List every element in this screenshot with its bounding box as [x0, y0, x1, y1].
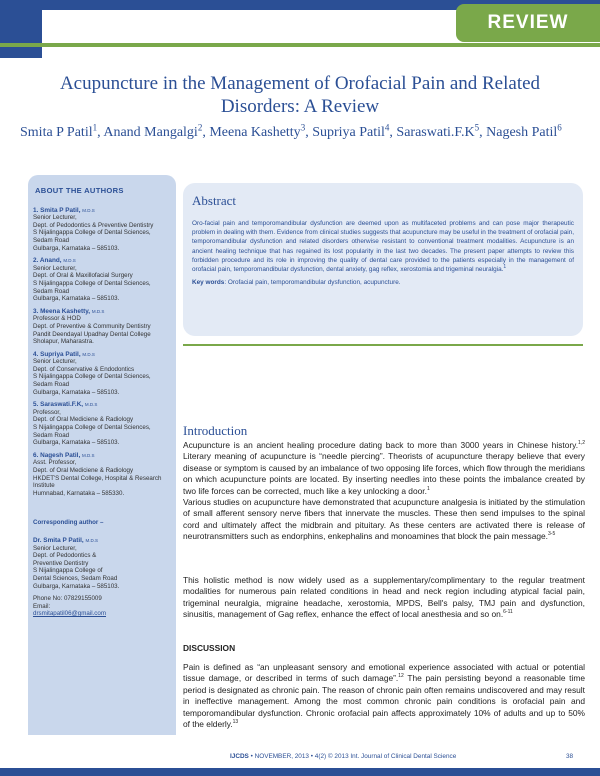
- author: Smita P Patil$^1$,: [20, 122, 104, 140]
- discussion-paragraph-1: Pain is defined as “an unpleasant sensory and emotional experience associated with actual or potential tissue damage, or described in terms of such damage”.$^{12}$ The pain persisting beyond a reasonable time period is designated as chronic pain. The reason of chronic pain often remains undiscovered and may result in ineffective management. Among the most common chronic pain conditions is orofacial pain and temporomandibular dysfunction. Chronic orofacial pain affects approximately 10% of adults and up to 50% of the elderly.$^{13}$: [183, 662, 585, 730]
- header-rule: [0, 43, 600, 47]
- abstract-heading: Abstract: [192, 193, 237, 208]
- author-list: [20, 123, 590, 143]
- corresponding-author-heading: Corresponding author –: [33, 519, 104, 527]
- page-number: 38: [566, 753, 574, 760]
- footer-citation: IJCDS • NOVEMBER, 2013 • 4(2) © 2013 Int. Journal of Clinical Dental Science: [230, 753, 457, 760]
- sidebar-heading: ABOUT THE AUTHORS: [35, 186, 124, 195]
- author: $Saraswati.F.K^5$,: [396, 122, 487, 140]
- corresponding-author-block: Dr. Smita P Patil, M.D.S Senior Lecturer, Dept. of Pedodontics & Preventive Dentistry S Nijalingappa College of Dental Sciences, Sedam Road Gulbarga, Karnataka – 585103.: [33, 536, 120, 590]
- affiliation-block: 5. Saraswati.F.K, M.D.S Professor, Dept. of Oral Mediciene & Radiology S Nijalingappa College of Dental Sciences, Sedam Road Gulbarga, Karnataka – 585103.: [33, 401, 151, 447]
- review-badge: REVIEW: [456, 4, 600, 42]
- author: Anand Mangalgi$^2$,: [103, 122, 210, 140]
- discussion-heading: DISCUSSION: [183, 643, 236, 653]
- affiliation-block: 6. Nagesh Patil, M.D.S Asst. Professor, Dept. of Oral Mediciene & Radiology HKDET'S Dental College, Hospital & Research Institute Humnabad, Karnataka – 585330.: [33, 451, 162, 497]
- abstract-rule: [183, 344, 583, 346]
- intro-paragraph-1: Acupuncture is an ancient healing procedure dating back to more than 3000 years in Chinese history.$^{1,2}$ Literary meaning of acupuncture is “needle piercing”. Theorists of acupuncture therapy believe that every disease or symptom is caused by an imbalance of two opposing life forces, which flow through the meridians on which acupuncture points are located. By inserting needles into these points the imbalance created by two life forces can be corrected, much like a key unlocking a door.$^1$: [183, 440, 585, 496]
- introduction-heading: Introduction: [183, 423, 248, 438]
- article-title: Acupuncture in the Management of Orofacial Pain and Related Disorders: A Review: [59, 73, 541, 117]
- affiliation-block: 4. Supriya Patil, M.D.S Senior Lecturer, Dept. of Conservative & Endodontics S Nijalingappa College of Dental Sciences, Sedam Road Gulbarga, Karnataka – 585103.: [33, 350, 151, 396]
- affiliation-block: 1. Smita P Patil, M.D.S Senior Lecturer, Dept. of Pedodontics & Preventive Dentistry S Nijalingappa College of Dental Sciences, Sedam Road Gulbarga, Karnataka – 585103.: [33, 206, 154, 252]
- about-authors-sidebar: [28, 175, 176, 735]
- intro-paragraph-3: This holistic method is now widely used as a supplementary/complimentary to the regular treatment modalities for numerous pain related conditions in head and neck region including atypical facial pain, trigeminal neuralgia, migraine headache, xerostomia, MPDS, Bell's palsy, TMJ pain and dysfunction, sinusitis, management of Gag reflex, enhance the effect of local anesthesia and so on.$^{6-11}$: [183, 575, 585, 620]
- contact-block: [33, 595, 171, 618]
- email-label: Email:: [33, 602, 51, 610]
- page-footer: [0, 750, 600, 766]
- author: Supriya Patil$^4$,: [312, 122, 397, 140]
- keywords: Key words: Orofacial pain, temporomandibular dysfunction, acupuncture.: [192, 279, 401, 287]
- email-link[interactable]: drsmitapatil06@gmail.com: [33, 610, 106, 618]
- intro-paragraph-2: Various studies on acupuncture have demonstrated that acupuncture analgesia is initiated by the stimulation of small afferent sensory nerve fibers that innervate the muscles. These then send impulses to the spinal cord and ultimately affect the midbrain and pituitary. As these centers are activated there is release of neurotransmitters such as endorphins, enkephalins and monoamines that block the pain message.$^{3-5}$: [183, 497, 585, 542]
- bottom-band: [0, 768, 600, 776]
- phone-number: Phone No: 07829155009: [33, 595, 102, 603]
- affiliation-block: 2. Anand, M.D.S Senior Lecturer, Dept. of Oral & Maxillofacial Surgery S Nijalingappa College of Dental Sciences, Sedam Road Gulbarga, Karnataka – 585103.: [33, 257, 151, 303]
- corner-block: [0, 0, 42, 58]
- abstract-text: Oro-facial pain and temporomandibular dysfunction are deemed upon as multifaceted problems and can pose major therapeutic problem in dealing with them. Evidence from clinical studies suggests that acupuncture may be useful in the treatment of orofacial pain, temporomandibular dysfunction and related disorders otherwise resistant to conventional treatment modalities. Acupuncture is an ancient healing technique that has regained its lost popularity in the last two decades. The present paper attempts to review this forbidden procedure and its role in improving the quality of dental care provided to the patients especially in the management of orofacial pain, temporomandibular dysfunction, dental anxiety, gag reflex, xerostomia and trigeminal neuralgia.$^1$: [192, 220, 574, 274]
- abstract-box: [183, 183, 583, 336]
- affiliation-block: 3. Meena Kashetty, M.D.S Professor & HOD Dept. of Preventive & Community Dentistry Pandit Deendayal Upadhay Dental College Sholapur, Maharastra.: [33, 307, 151, 346]
- author: Nagesh Patil$^6$: [486, 122, 562, 140]
- author: Meena Kashetty$^3$,: [209, 122, 313, 140]
